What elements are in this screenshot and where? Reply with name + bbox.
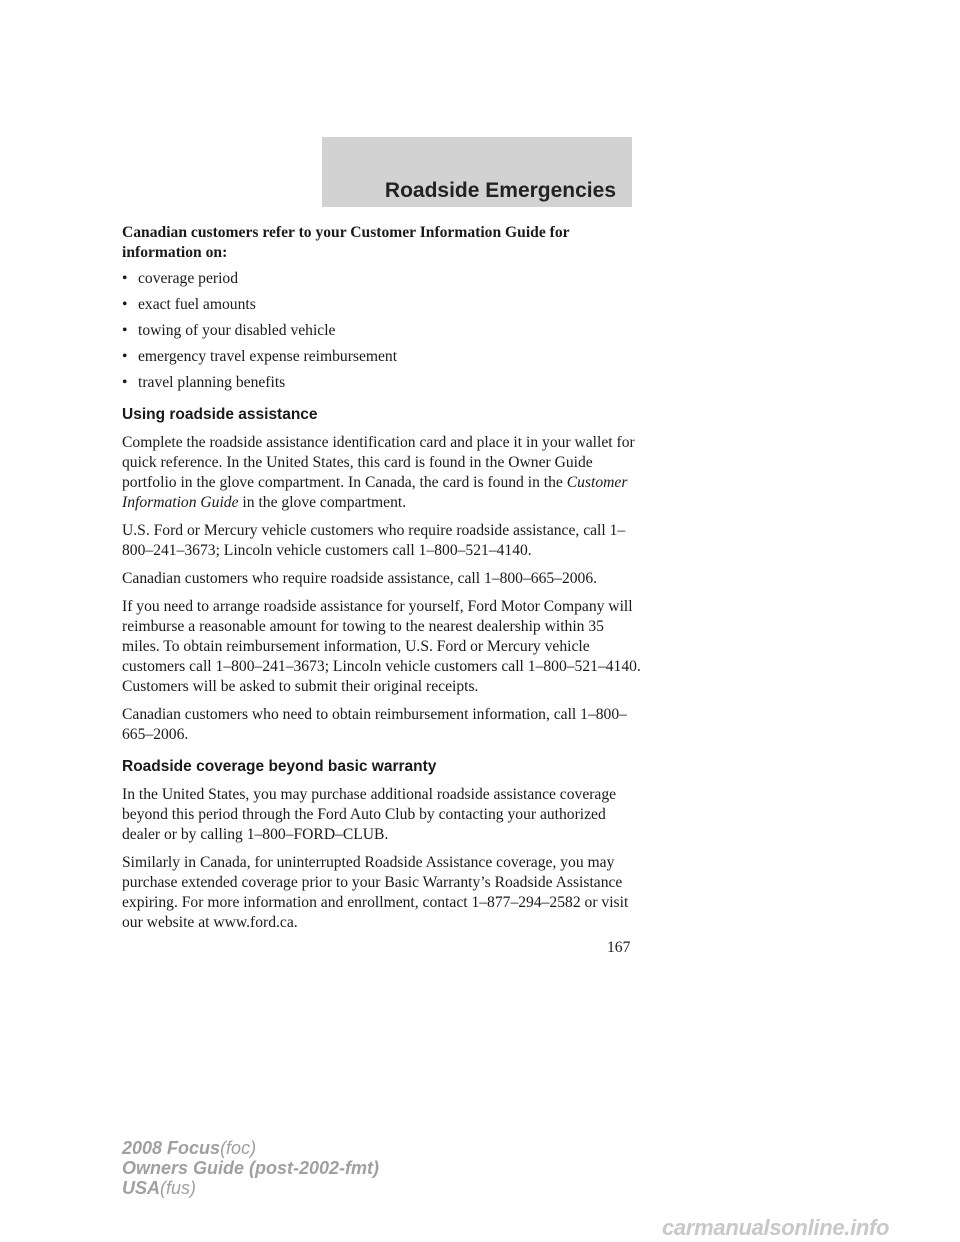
list-item: • emergency travel expense reimbursement (122, 348, 398, 365)
paragraph: In the United States, you may purchase additional roadside assistance coverage beyond this period through the Ford Auto Club by contacting your authorized dealer or by calling 1–800–FORD–CLUB. (122, 786, 617, 843)
paragraph: Canadian customers who require roadside assistance, call 1–800–665–2006. (122, 570, 598, 587)
info-list (122, 269, 642, 393)
section-title: Roadside Emergencies (384, 179, 616, 202)
document-footer: 2008 Focus(foc) Owners Guide (post-2002-fmt) USA(fus) (122, 1138, 380, 1198)
list-item: • coverage period (122, 270, 239, 287)
bullet-icon: • (122, 374, 128, 391)
paragraph: Canadian customers who need to obtain reimbursement information, call 1–800–665–2006. (122, 706, 627, 743)
paragraph: Similarly in Canada, for uninterrupted Roadside Assistance coverage, you may purchase extended coverage prior to your Basic Warranty’s Roadside Assistance expiring. For more information and enrollment, contact 1–877–294–2582 or visit our website at www.ford.ca. (122, 854, 629, 931)
section-header-band (322, 137, 632, 207)
bullet-icon: • (122, 348, 128, 365)
page-number: 167 (607, 939, 631, 956)
paragraph: If you need to arrange roadside assistance for yourself, Ford Motor Company will reimburse a reasonable amount for towing to the nearest dealership within 35 miles. To obtain reimbursement information, U.S. Ford or Mercury vehicle customers call 1–800–241–3673; Lincoln vehicle customers call 1–800–521–4140. Customers will be asked to submit their original receipts. (122, 598, 641, 695)
list-item: • travel planning benefits (122, 374, 286, 391)
page-content (122, 223, 642, 941)
bullet-icon: • (122, 322, 128, 339)
intro-text: Canadian customers refer to your Customer Information Guide for information on: (122, 224, 570, 261)
bullet-icon: • (122, 296, 128, 313)
site-watermark: carmanualsonline.info (662, 1215, 890, 1240)
paragraph: Complete the roadside assistance identification card and place it in your wallet for quick reference. In the United States, this card is found in the Owner Guide portfolio in the glove compartment. In Canada, the card is found in the Customer Information Guide in the glove compartment. (122, 434, 635, 511)
list-item: • exact fuel amounts (122, 296, 256, 313)
paragraph: U.S. Ford or Mercury vehicle customers who require roadside assistance, call 1–800–241–3673; Lincoln vehicle customers call 1–800–521–4140. (122, 522, 626, 559)
list-item: • towing of your disabled vehicle (122, 322, 336, 339)
guide-title: Customer Information Guide (122, 474, 628, 511)
heading-using-roadside-assistance: Using roadside assistance (122, 406, 318, 423)
bullet-icon: • (122, 270, 128, 287)
heading-coverage-beyond-warranty: Roadside coverage beyond basic warranty (122, 758, 437, 775)
